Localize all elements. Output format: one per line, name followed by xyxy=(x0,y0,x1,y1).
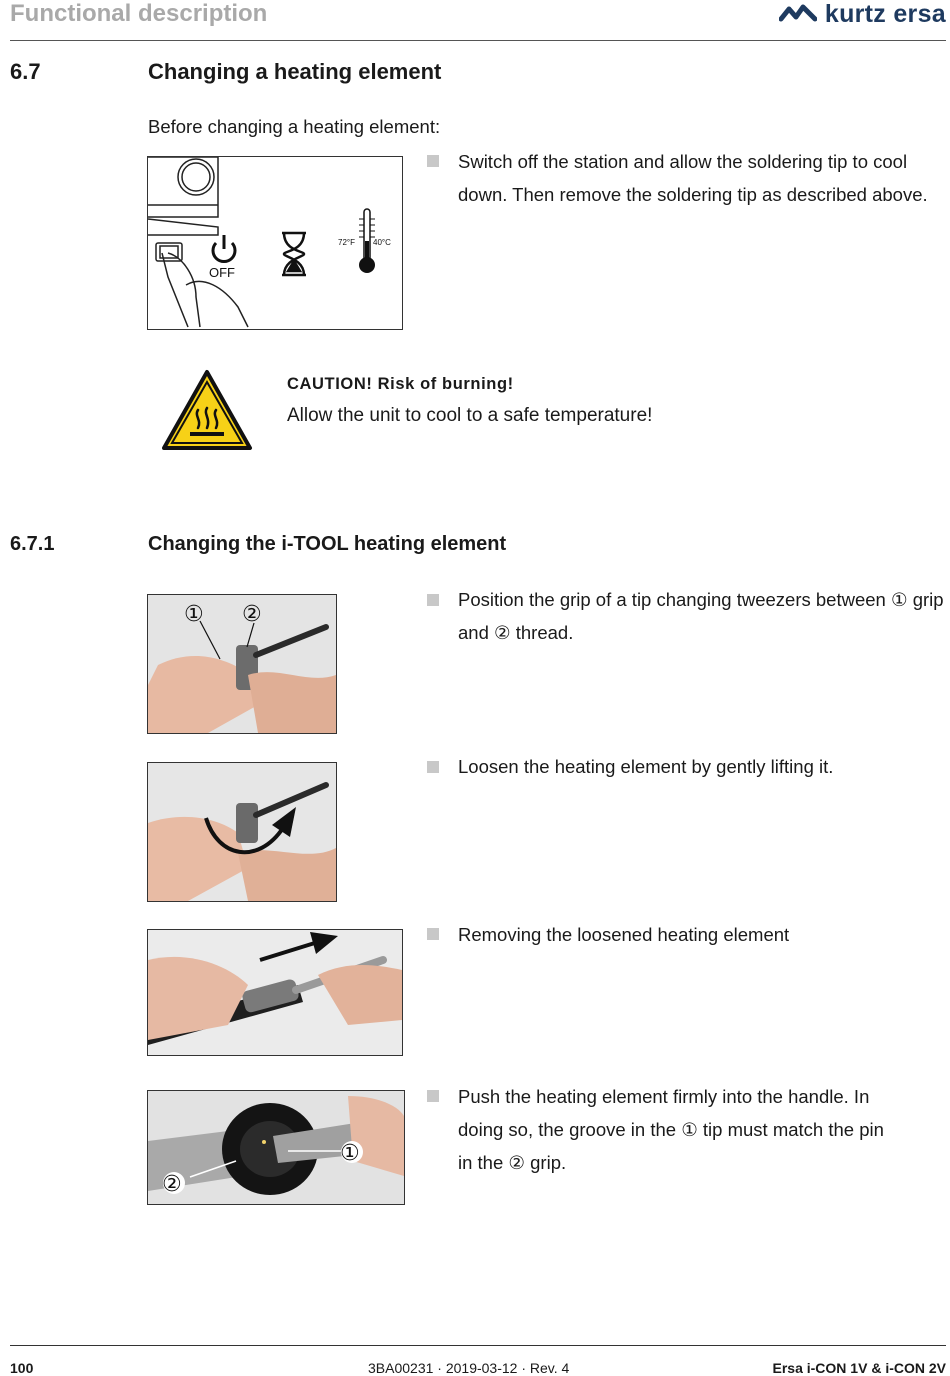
step-text: in the xyxy=(458,1152,509,1173)
subsection-title: Changing the i-TOOL heating element xyxy=(148,533,507,555)
figure-tweezers-position xyxy=(147,594,337,734)
header-divider xyxy=(10,40,946,41)
step-text: tip must match the pin xyxy=(697,1119,884,1140)
marker-1: ① xyxy=(890,589,908,610)
bullet-marker xyxy=(427,1090,439,1102)
section-title: Changing a heating element xyxy=(148,59,442,84)
callout-2: ② xyxy=(162,1172,182,1197)
off-label: OFF xyxy=(209,265,235,280)
bullet-marker xyxy=(427,155,439,167)
hourglass-icon xyxy=(282,233,306,275)
figure-remove-element xyxy=(147,929,403,1056)
bullet-marker xyxy=(427,761,439,773)
marker-2: ② xyxy=(508,1152,525,1173)
step-loosen: Loosen the heating element by gently lifting it. xyxy=(458,756,834,777)
figure-switch-off-cool-down xyxy=(147,156,403,330)
step-text: thread. xyxy=(510,622,574,643)
hot-surface-warning-icon xyxy=(160,368,254,452)
callout-1: ① xyxy=(340,1141,360,1166)
kurtz-ersa-logo-icon xyxy=(779,3,817,27)
product-name: Ersa i-CON 1V & i-CON 2V xyxy=(772,1360,946,1376)
fahrenheit-label: 72°F xyxy=(338,238,355,247)
straight-arrow-icon xyxy=(260,942,318,960)
callout-1: ① xyxy=(184,602,204,627)
bullet-marker xyxy=(427,594,439,606)
station-housing-drawing xyxy=(148,157,248,327)
step-switch-off: Switch off the station and allow the soldering tip to cool down. Then remove the soldering tip as described above. xyxy=(458,151,928,205)
step-text: grip and xyxy=(458,589,944,643)
celsius-label: 40°C xyxy=(373,238,391,247)
callout-2: ② xyxy=(242,602,262,627)
step-line xyxy=(458,1113,950,1146)
step-line xyxy=(458,1146,950,1179)
step-text: Position the grip of a tip changing tweezers between xyxy=(458,589,891,610)
step-position-tweezers xyxy=(458,583,948,649)
section-number: 6.7 xyxy=(10,59,41,84)
brand-name: kurtz ersa xyxy=(824,0,946,28)
caution-heading: CAUTION! Risk of burning! xyxy=(287,375,514,393)
marker-1: ① xyxy=(681,1119,698,1140)
footer-divider xyxy=(10,1345,946,1346)
step-text: doing so, the groove in the xyxy=(458,1119,682,1140)
heating-element-shape xyxy=(256,627,326,655)
header-section-label: Functional description xyxy=(10,0,268,27)
step-push-element xyxy=(458,1080,950,1179)
page-number: 100 xyxy=(10,1360,34,1376)
bullet-marker xyxy=(427,928,439,940)
section-intro: Before changing a heating element: xyxy=(148,116,441,137)
document-reference: 3BA00231 · 2019-03-12 · Rev. 4 xyxy=(368,1360,570,1376)
subsection-number: 6.7.1 xyxy=(10,533,55,555)
figure-push-element xyxy=(147,1090,405,1205)
marker-2: ② xyxy=(494,622,511,643)
step-remove: Removing the loosened heating element xyxy=(458,924,790,945)
brand-logo xyxy=(779,0,946,29)
power-off-icon xyxy=(213,235,235,262)
figure-loosen-element xyxy=(147,762,337,902)
step-text: grip. xyxy=(525,1152,567,1173)
step-line: Push the heating element firmly into the handle. In xyxy=(458,1086,870,1107)
caution-text: Allow the unit to cool to a safe temperature! xyxy=(287,405,653,426)
